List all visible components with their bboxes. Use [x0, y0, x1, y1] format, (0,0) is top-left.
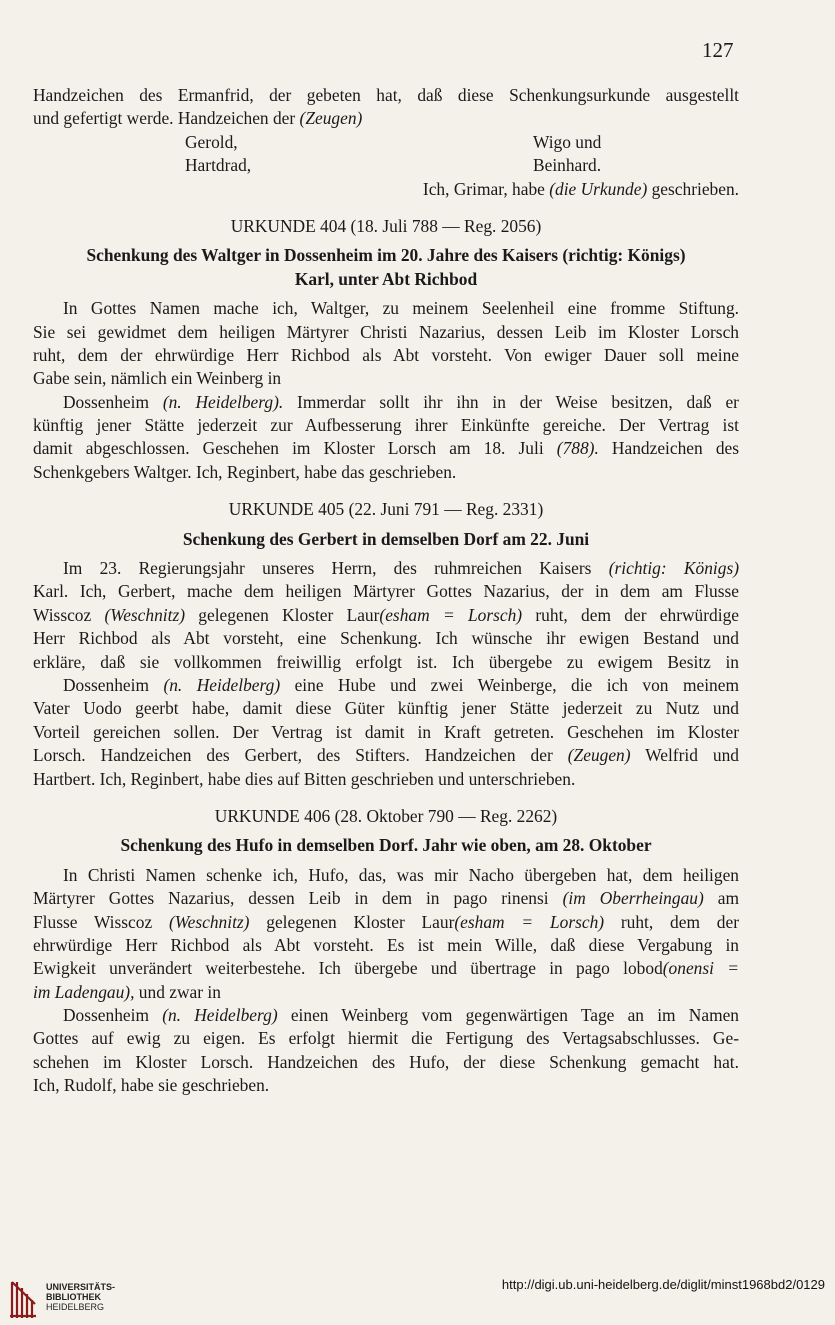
text-line: Dossenheim (n. Heidelberg). Immerdar sollt ihr ihn in der Weise besitzen, daß er — [63, 391, 739, 412]
document-heading: URKUNDE 404 (18. Juli 788 — Reg. 2056) — [230, 215, 542, 236]
text-line: im Ladengau), und zwar in — [33, 981, 221, 1002]
text-line: Ich, Rudolf, habe sie geschrieben. — [33, 1075, 270, 1096]
text-line: Dossenheim (n. Heidelberg) einen Weinberg vom gegenwärtigen Tage an im Namen — [63, 1005, 740, 1026]
text-line: Ewigkeit unverändert weiterbestehe. Ich übergebe und übertrage in pago lobod(onensi = — [33, 958, 739, 979]
source-url-link[interactable]: http://digi.ub.uni-heidelberg.de/diglit/minst1968bd2/0129 — [501, 1277, 825, 1292]
text-line: ruht, dem der ehrwürdige Herr Richbod als Abt vorsteht. Von ewiger Dauer soll meine — [33, 344, 739, 365]
text-line: In Gottes Namen mache ich, Waltger, zu meinem Seelenheil eine fromme Stiftung. — [63, 298, 739, 319]
library-logo-text: UNIVERSITÄTS- BIBLIOTHEK HEIDELBERG — [46, 1282, 116, 1312]
document-title: Schenkung des Hufo in demselben Dorf. Jahr wie oben, am 28. Oktober — [120, 835, 652, 856]
text-line: Handzeichen des Ermanfrid, der gebeten hat, daß diese Schenkungsurkunde ausgestellt — [33, 85, 739, 105]
document-title: Karl, unter Abt Richbod — [294, 268, 478, 289]
text-line: Karl. Ich, Gerbert, mache dem heiligen Märtyrer Gottes Nazarius, der in dem am Flusse — [33, 581, 739, 602]
text-line: Schenkgebers Waltger. Ich, Reginbert, habe das geschrieben. — [33, 461, 457, 482]
text-line: Wisscoz (Weschnitz) gelegenen Kloster Laur(esham = Lorsch) ruht, dem der ehrwürdige — [33, 604, 739, 625]
text-line: ehrwürdige Herr Richbod als Abt vorsteht. Es ist mein Wille, daß diese Vergabung in — [33, 934, 739, 955]
signature-name: Wigo und — [533, 131, 602, 152]
library-logo-icon — [8, 1280, 38, 1320]
text-line: und gefertigt werde. Handzeichen der (Zeugen) — [33, 108, 363, 129]
text-line: Vater Uodo geerbt habe, damit diese Güter künftig jener Stätte jederzeit zu Nutz und — [33, 698, 739, 719]
document-heading: URKUNDE 406 (28. Oktober 790 — Reg. 2262) — [214, 805, 558, 826]
text-line: künftig jener Stätte jederzeit zur Aufbesserung ihrer Einkünfte gereiche. Der Vertrag ist — [33, 415, 739, 436]
text-line: schehen im Kloster Lorsch. Handzeichen des Hufo, der diese Schenkung gemacht hat. — [33, 1051, 739, 1072]
text-line: Vorteil gereichen sollen. Der Vertrag ist damit in Kraft getreten. Geschehen im Kloster — [33, 721, 739, 742]
document-heading: URKUNDE 405 (22. Juni 791 — Reg. 2331) — [228, 499, 544, 520]
text-line: damit abgeschlossen. Geschehen im Kloster Lorsch am 18. Juli (788). Handzeichen des — [33, 438, 740, 459]
text-line: Gabe sein, nämlich ein Weinberg in — [33, 368, 282, 389]
library-footer — [0, 1277, 835, 1325]
page-body — [33, 84, 739, 1098]
text-line: Im 23. Regierungsjahr unseres Herrn, des ruhmreichen Kaisers (richtig: Königs) — [63, 558, 739, 579]
signature-name: Gerold, — [185, 131, 238, 152]
text-line: Flusse Wisscoz (Weschnitz) gelegenen Kloster Laur(esham = Lorsch) ruht, dem der — [33, 911, 739, 932]
signature-name: Beinhard. — [533, 155, 602, 176]
text-line: Hartbert. Ich, Reginbert, habe dies auf Bitten geschrieben und unterschrieben. — [33, 768, 576, 789]
signature-row — [33, 154, 739, 177]
text-line: Märtyrer Gottes Nazarius, dessen Leib in dem in pago rinensi (im Oberrheingau) am — [33, 888, 739, 909]
text-line: Ich, Grimar, habe (die Urkunde) geschrieben. — [422, 178, 739, 199]
signature-row — [33, 131, 739, 154]
text-line: Herr Richbod als Abt vorsteht, eine Schenkung. Ich wünsche ihr ewigen Bestand und — [33, 628, 739, 649]
text-line: Sie sei gewidmet dem heiligen Märtyrer Christi Nazarius, dessen Leib im Kloster Lorsch — [33, 321, 739, 342]
text-line: Gottes auf ewig zu eigen. Es erfolgt hiermit die Fertigung des Vertagsabschlusses. Ge- — [33, 1028, 739, 1049]
document-title: Schenkung des Waltger in Dossenheim im 20. Jahre des Kaisers (richtig: Königs) — [86, 245, 686, 266]
text-line: In Christi Namen schenke ich, Hufo, das, was mir Nacho übergeben hat, dem heiligen — [63, 864, 739, 885]
page-number: 127 — [702, 38, 734, 62]
text-line: erkläre, daß sie vollkommen freiwillig erfolgt ist. Ich übergebe zu ewigem Besitz in — [33, 651, 739, 672]
text-line: Dossenheim (n. Heidelberg) eine Hube und zwei Weinberge, die ich von meinem — [63, 674, 739, 695]
document-title: Schenkung des Gerbert in demselben Dorf am 22. Juni — [182, 528, 590, 549]
signature-name: Hartdrad, — [185, 155, 252, 176]
text-line: Lorsch. Handzeichen des Gerbert, des Stifters. Handzeichen der (Zeugen) Welfrid und — [33, 745, 739, 766]
